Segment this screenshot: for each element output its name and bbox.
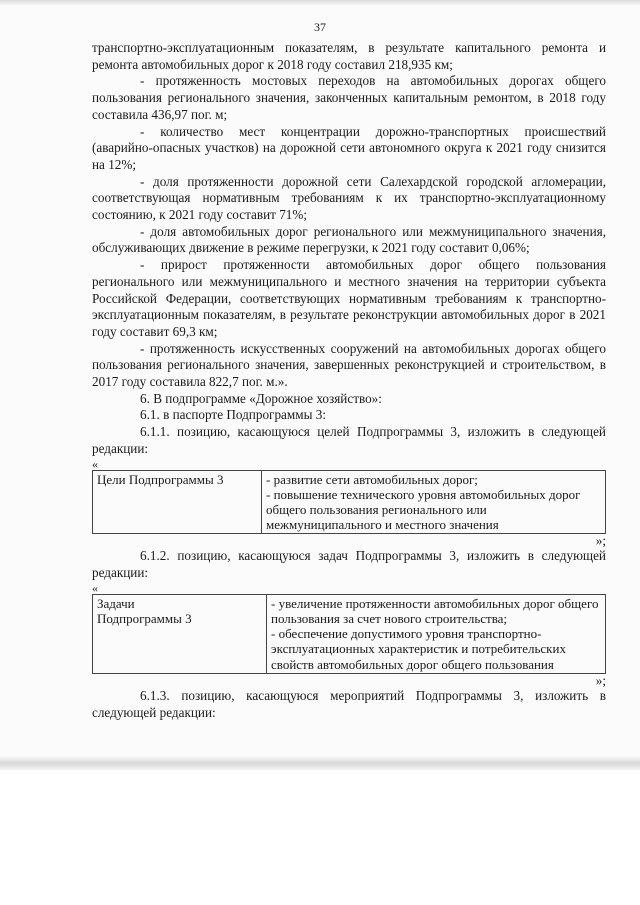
tasks-content bbox=[267, 594, 606, 673]
close-quote: »; bbox=[595, 533, 606, 549]
section-heading: 6. В подпрограмме «Дорожное хозяйство»: bbox=[140, 390, 382, 406]
paragraph: - доля автомобильных дорог регионального или межмуниципального значения, обслуживающих движение в режиме перегрузки, к 2021 году составит 0,06%; bbox=[92, 223, 606, 256]
goal-item: - повышение технического уровня автомобильных дорог общего пользования регионального или межмуниципального и местного значения bbox=[266, 486, 581, 533]
paragraph: - количество мест концентрации дорожно-транспортных происшествий (аварийно-опасных участков) на дорожной сети автономного округа к 2021 году снизится на 12%; bbox=[92, 123, 606, 172]
goals-table bbox=[92, 470, 606, 535]
tasks-label bbox=[93, 594, 267, 673]
paragraph: 6.1.3. позицию, касающуюся мероприятий Подпрограммы 3, изложить в следующей редакции: bbox=[92, 687, 606, 720]
paragraph: - протяженность искусственных сооружений на автомобильных дорогах общего пользования регионального значения, завершенных реконструкцией и строительством, в 2017 году составила 822,7 пог. м.». bbox=[92, 340, 606, 390]
page-bottom-edge bbox=[0, 756, 640, 770]
paragraph: 6.1.1. позицию, касающуюся целей Подпрограммы 3, изложить в следующей редакции: bbox=[92, 424, 606, 456]
open-quote: « bbox=[92, 580, 98, 595]
tasks-label-line: Подпрограммы 3 bbox=[97, 611, 192, 626]
document-body bbox=[92, 40, 606, 721]
paragraph: 6.1.2. позицию, касающуюся задач Подпрограммы 3, изложить в следующей редакции: bbox=[92, 548, 606, 581]
goals-content bbox=[262, 470, 606, 534]
task-item: - увеличение протяженности автомобильных дорог общего пользования за счет нового строительства; bbox=[271, 595, 599, 626]
paragraph: - доля протяженности дорожной сети Салехардской городской агломерации, соответствующая нормативным требованиям к их транспортно-эксплуатационному состоянию, к 2021 году составит 71%; bbox=[92, 173, 606, 223]
task-item: - обеспечение допустимого уровня транспортно-эксплуатационных характеристик и потребительских свойств автомобильных дорог общего пользования bbox=[271, 626, 566, 672]
page-number: 37 bbox=[314, 20, 326, 34]
close-quote: »; bbox=[595, 672, 606, 688]
paragraph: транспортно-эксплуатационным показателям, в результате капитального ремонта и ремонта автомобильных дорог к 2018 году составил 218,935 км; bbox=[92, 40, 606, 72]
goal-item: - развитие сети автомобильных дорог; bbox=[266, 471, 478, 487]
tasks-table bbox=[92, 594, 606, 674]
paragraph: 6.1. в паспорте Подпрограммы 3: bbox=[140, 407, 327, 423]
goals-label: Цели Подпрограммы 3 bbox=[93, 470, 262, 534]
paragraph: - прирост протяженности автомобильных дорог общего пользования регионального или межмуниципального и местного значения на территории субъекта Российской Федерации, соответствующих нормативным требованиям к транспортно-эксплуатационным показателям, в результате реконструкции автомобильных дорог в 2021 году составит 69,3 км; bbox=[92, 257, 606, 339]
paragraph: - протяженность мостовых переходов на автомобильных дорогах общего пользования регионального значения, законченных капитальным ремонтом, в 2018 году составила 436,97 пог. м; bbox=[92, 73, 606, 122]
tasks-label-line: Задачи bbox=[97, 595, 135, 611]
open-quote: « bbox=[92, 456, 98, 471]
